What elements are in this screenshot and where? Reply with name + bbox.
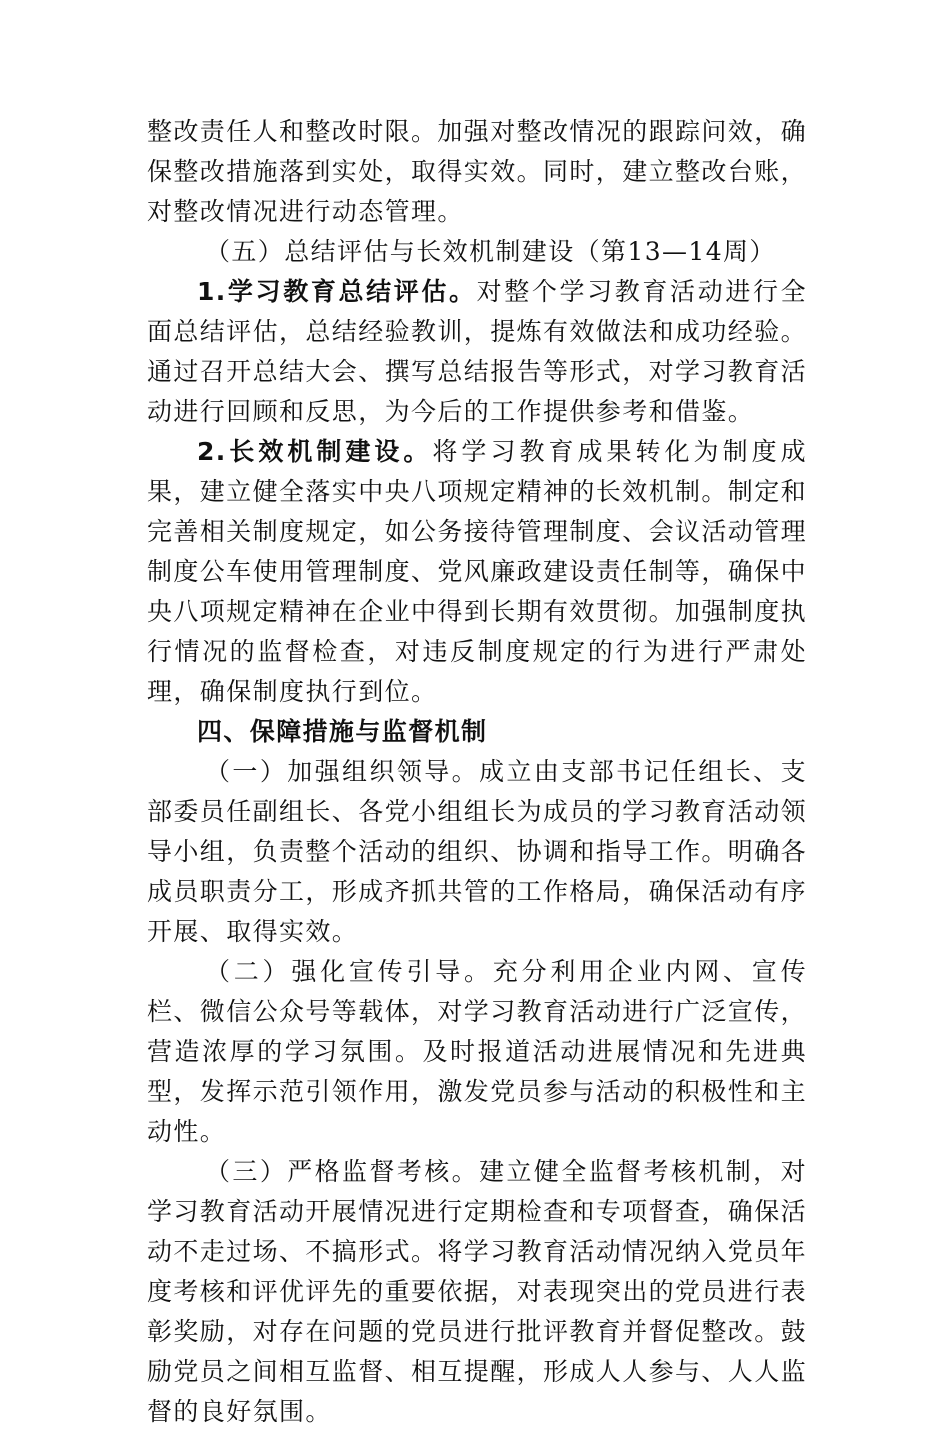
measure1-paragraph: [147, 752, 807, 952]
item2-text: 将学习教育成果转化为制度成果，建立健全落实中央八项规定精神的长效机制。制定和完善相关制度规定，如公务接待管理制度、会议活动管理制度公车使用管理制度、党风廉政建设责任制等，确保中央八项规定精神在企业中得到长期有效贯彻。加强制度执行情况的监督检查，对违反制度规定的行为进行严肃处理，确保制度执行到位。: [147, 437, 808, 706]
measure3-text: 建立健全监督考核机制，对学习教育活动开展情况进行定期检查和专项督查，确保活动不走过场、不搞形式。将学习教育活动情况纳入党员年度考核和评优评先的重要依据，对表现突出的党员进行表彰奖励，对存在问题的党员进行批评教育并督促整改。鼓励党员之间相互监督、相互提醒，形成人人参与、人人监督的良好氛围。: [147, 1157, 808, 1426]
measure3-paragraph: [147, 1152, 807, 1432]
measure2-lead: （二）强化宣传引导。: [205, 957, 493, 986]
item1-text: 对整个学习教育活动进行全面总结评估，总结经验教训，提炼有效做法和成功经验。通过召开总结大会、撰写总结报告等形式，对学习教育活动进行回顾和反思，为今后的工作提供参考和借鉴。: [147, 277, 808, 426]
item1-paragraph: [147, 272, 807, 432]
stage5-heading: （五）总结评估与长效机制建设（第13—14周）: [205, 237, 776, 266]
item2-lead: 2.长效机制建设。: [197, 437, 433, 466]
item2-paragraph: [147, 432, 807, 712]
continuation-paragraph: 整改责任人和整改时限。加强对整改情况的跟踪问效，确保整改措施落到实处，取得实效。同时，建立整改台账，对整改情况进行动态管理。: [147, 117, 808, 226]
measure2-text: 充分利用企业内网、宣传栏、微信公众号等载体，对学习教育活动进行广泛宣传，营造浓厚的学习氛围。及时报道活动进展情况和先进典型，发挥示范引领作用，激发党员参与活动的积极性和主动性。: [147, 957, 808, 1146]
section4-heading: 四、保障措施与监督机制: [197, 717, 488, 746]
measure3-lead: （三）严格监督考核。: [205, 1157, 480, 1186]
document-body: [147, 112, 807, 1432]
measure2-paragraph: [147, 952, 807, 1152]
item1-lead: 1.学习教育总结评估。: [197, 277, 477, 306]
measure1-lead: （一）加强组织领导。: [205, 757, 480, 786]
measure1-text: 成立由支部书记任组长、支部委员任副组长、各党小组组长为成员的学习教育活动领导小组，负责整个活动的组织、协调和指导工作。明确各成员职责分工，形成齐抓共管的工作格局，确保活动有序开展、取得实效。: [147, 757, 808, 946]
